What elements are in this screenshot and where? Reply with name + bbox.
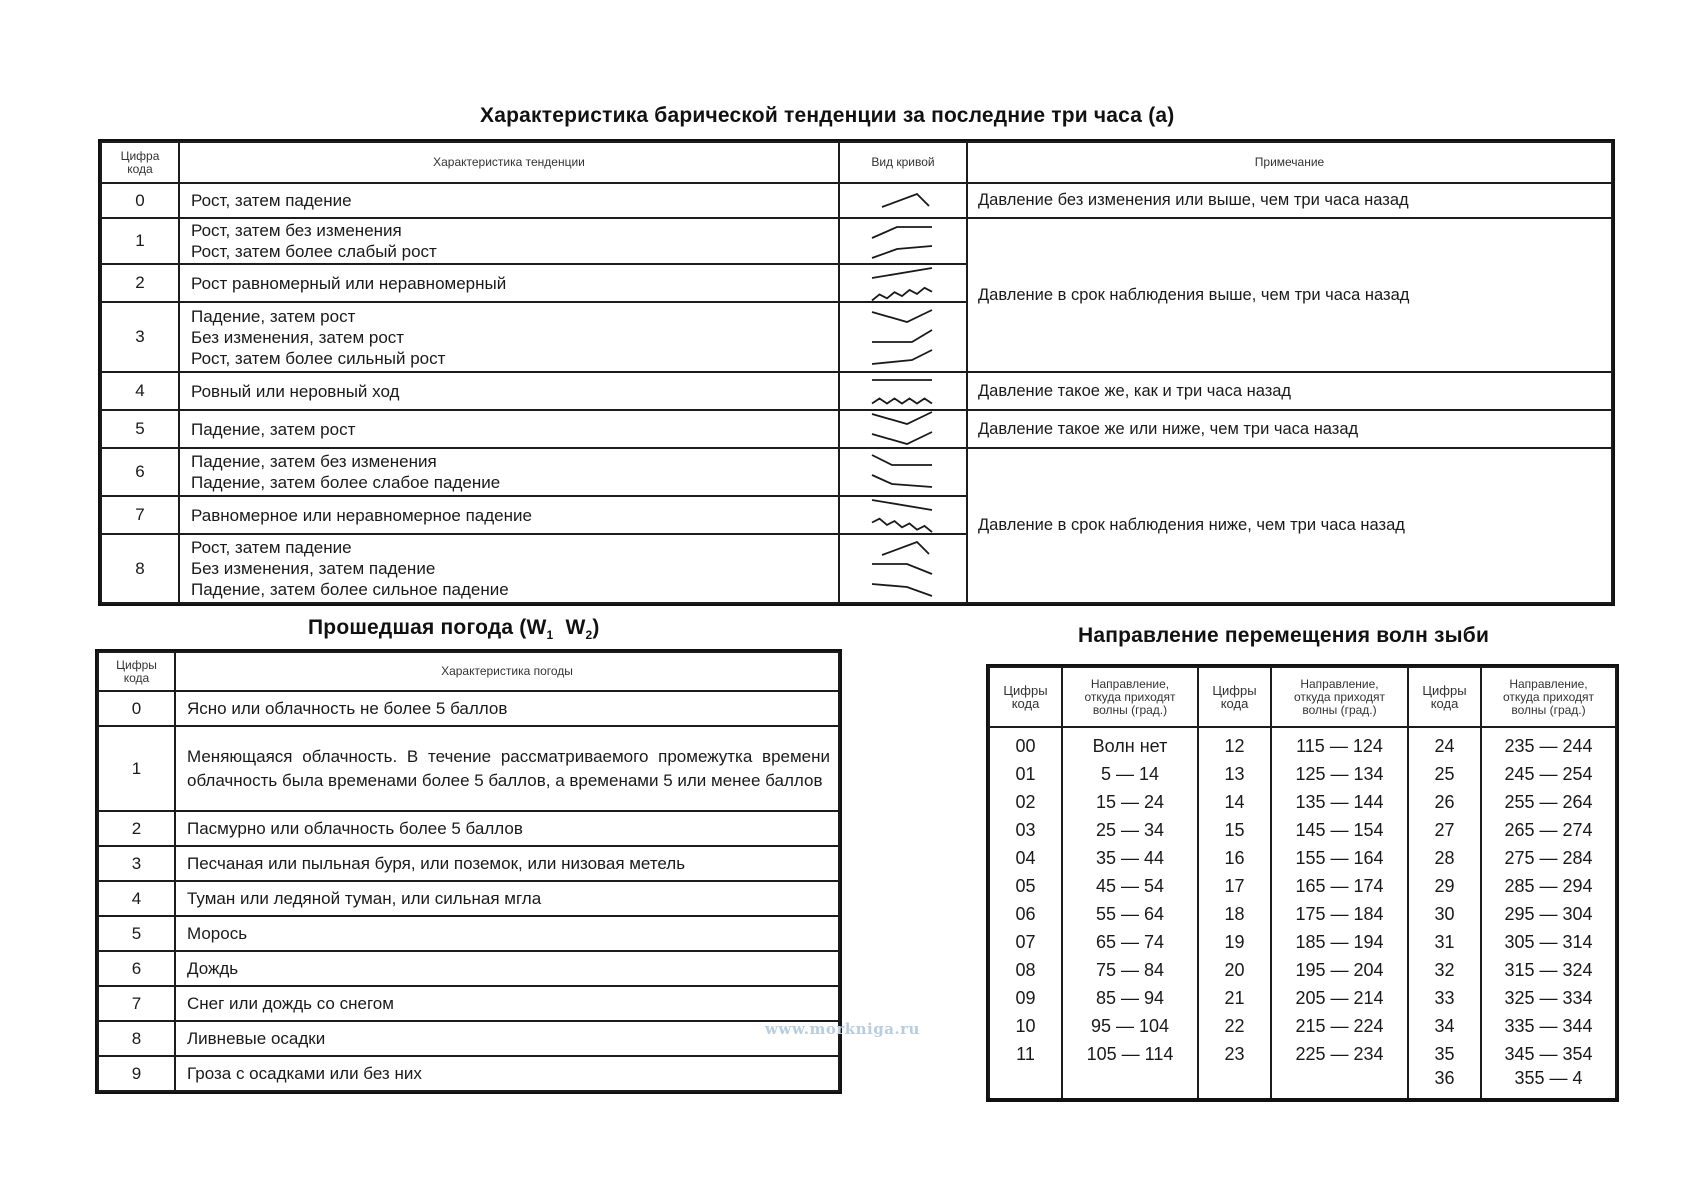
table-row: [989, 928, 1616, 956]
fall-then-rise-curve-icon: [872, 412, 932, 424]
code-cell: 1: [98, 726, 175, 811]
table-row: [989, 956, 1616, 984]
steady-fall-curve-icon: [872, 500, 932, 510]
table-row: [98, 916, 839, 951]
table-row: [98, 691, 839, 726]
code-cell: 7: [101, 496, 179, 534]
direction-cell: 25 — 34: [1062, 816, 1198, 844]
direction-cell: 35 — 44: [1062, 844, 1198, 872]
characteristic-line: Рост, затем падение: [191, 538, 352, 557]
weather-description-cell: Туман или ледяной туман, или сильная мгла: [175, 881, 839, 916]
watermark: www.morkniga.ru: [765, 1020, 920, 1038]
curve-cell: [839, 496, 967, 534]
table-row: [101, 372, 1612, 410]
code-cell: 6: [98, 951, 175, 986]
code-cell: 16: [1198, 844, 1271, 872]
curve-cell: [839, 534, 967, 603]
weather-description-cell: Дождь: [175, 951, 839, 986]
code-cell: 2: [101, 264, 179, 302]
code-cell: [1198, 1068, 1271, 1099]
direction-cell: 225 — 234: [1271, 1040, 1408, 1068]
table-row: [989, 1068, 1616, 1099]
curve-cell: [839, 183, 967, 218]
characteristic-line: Ровный или неровный ход: [191, 381, 400, 401]
characteristic-line: Рост, затем без изменения: [191, 221, 402, 240]
table-row: [989, 844, 1616, 872]
characteristic-line: Рост, затем более сильный рост: [191, 348, 446, 368]
characteristic-line: Падение, затем без изменения: [191, 452, 437, 471]
header-code-line: кода: [1430, 696, 1459, 711]
code-cell: 25: [1408, 760, 1481, 788]
code-cell: 0: [98, 691, 175, 726]
direction-cell: 345 — 354: [1481, 1040, 1616, 1068]
code-cell: 9: [98, 1056, 175, 1091]
header-direction-line: откуда приходят: [1502, 689, 1595, 704]
curve-cell: [839, 302, 967, 372]
direction-cell: 115 — 124: [1271, 727, 1408, 760]
swell-title: Направление перемещения волн зыби: [1078, 624, 1490, 647]
curve-cell: [839, 372, 967, 410]
code-cell: 03: [989, 816, 1062, 844]
fall-then-stronger-fall-curve-icon: [872, 584, 932, 596]
code-cell: 28: [1408, 844, 1481, 872]
fall-then-weaker-fall-curve-icon: [872, 475, 932, 487]
code-cell: 7: [98, 986, 175, 1021]
fall-then-rise-curve-icon: [872, 310, 932, 322]
code-cell: 5: [98, 916, 175, 951]
header-direction: [1271, 667, 1408, 727]
curve-icon: [867, 193, 939, 209]
characteristic-cell: [179, 302, 839, 372]
code-cell: 29: [1408, 872, 1481, 900]
direction-cell: 165 — 174: [1271, 872, 1408, 900]
code-cell: 5: [101, 410, 179, 448]
direction-cell: 205 — 214: [1271, 984, 1408, 1012]
code-cell: 05: [989, 872, 1062, 900]
direction-cell: 125 — 134: [1271, 760, 1408, 788]
weather-description-cell: Пасмурно или облачность более 5 баллов: [175, 811, 839, 846]
direction-cell: [1271, 1068, 1408, 1099]
table-row: [98, 846, 839, 881]
rise-then-steady-curve-icon: [872, 227, 932, 238]
characteristic-line: Падение, затем более сильное падение: [191, 580, 509, 599]
code-cell: 09: [989, 984, 1062, 1012]
code-cell: 14: [1198, 788, 1271, 816]
code-cell: [989, 1068, 1062, 1099]
note-cell: Давление без изменения или выше, чем три часа назад: [967, 183, 1612, 218]
direction-cell: 305 — 314: [1481, 928, 1616, 956]
code-cell: 33: [1408, 984, 1481, 1012]
rise-then-stronger-rise-curve-icon: [872, 350, 932, 364]
unsteady-rise-curve-icon: [872, 288, 932, 301]
table-row: [989, 984, 1616, 1012]
table-row: [989, 727, 1616, 760]
direction-cell: 185 — 194: [1271, 928, 1408, 956]
header-code-line: Цифры: [1422, 683, 1467, 698]
direction-cell: 155 — 164: [1271, 844, 1408, 872]
weather-description-cell: Снег или дождь со снегом: [175, 986, 839, 1021]
code-cell: 31: [1408, 928, 1481, 956]
characteristic-line: Без изменения, затем рост: [191, 327, 405, 347]
direction-cell: 105 — 114: [1062, 1040, 1198, 1068]
code-cell: 17: [1198, 872, 1271, 900]
curve-cell: [839, 218, 967, 264]
header-direction: [1062, 667, 1198, 727]
weather-description-cell: Песчаная или пыльная буря, или поземок, или низовая метель: [175, 846, 839, 881]
code-cell: 12: [1198, 727, 1271, 760]
rise-then-fall-curve-icon: [882, 542, 929, 555]
code-cell: 32: [1408, 956, 1481, 984]
code-cell: 20: [1198, 956, 1271, 984]
table-row: [98, 951, 839, 986]
characteristic-cell: [179, 183, 839, 218]
code-cell: 08: [989, 956, 1062, 984]
code-cell: 26: [1408, 788, 1481, 816]
characteristic-cell: [179, 410, 839, 448]
characteristic-cell: [179, 534, 839, 603]
code-cell: 01: [989, 760, 1062, 788]
characteristic-line: Рост, затем более слабый рост: [191, 242, 437, 261]
table-row: [989, 760, 1616, 788]
header-code-line: Цифра: [120, 148, 160, 163]
characteristic-line: Падение, затем рост: [191, 306, 356, 326]
code-cell: 21: [1198, 984, 1271, 1012]
note-cell: Давление такое же, как и три часа назад: [967, 372, 1612, 410]
code-cell: 4: [98, 881, 175, 916]
note-cell: Давление в срок наблюдения выше, чем три часа назад: [967, 218, 1612, 372]
code-cell: 0: [101, 183, 179, 218]
past-weather-title: [308, 616, 600, 642]
header-code: [1408, 667, 1481, 727]
table-row: [98, 811, 839, 846]
past-weather-title-text: Прошедшая погода (W: [308, 616, 547, 639]
direction-cell: 55 — 64: [1062, 900, 1198, 928]
direction-cell: 5 — 14: [1062, 760, 1198, 788]
unsteady-fall-curve-icon: [872, 519, 932, 532]
code-cell: 04: [989, 844, 1062, 872]
fall-then-rise-curve-icon: [872, 432, 932, 444]
subscript-2: 2: [585, 628, 593, 643]
header-code-line: кода: [1011, 696, 1040, 711]
table-header-row: [989, 667, 1616, 727]
pressure-tendency-table: [100, 141, 1613, 604]
characteristic-line: Рост равномерный или неравномерный: [191, 273, 507, 293]
characteristic-line: Равномерное или неравномерное падение: [191, 505, 532, 525]
direction-cell: 85 — 94: [1062, 984, 1198, 1012]
direction-cell: 195 — 204: [1271, 956, 1408, 984]
characteristic-cell: [179, 448, 839, 496]
characteristic-cell: [179, 496, 839, 534]
code-cell: 2: [98, 811, 175, 846]
characteristic-line: Падение, затем рост: [191, 419, 356, 439]
characteristic-line: Рост, затем падение: [191, 191, 352, 210]
characteristic-line: Падение, затем более слабое падение: [191, 473, 501, 492]
direction-cell: 335 — 344: [1481, 1012, 1616, 1040]
code-cell: 4: [101, 372, 179, 410]
curve-cell: [839, 264, 967, 302]
header-direction-line: Направление,: [1300, 676, 1379, 691]
code-cell: 13: [1198, 760, 1271, 788]
curve-icon: [867, 411, 939, 447]
code-cell: 1: [101, 218, 179, 264]
direction-cell: Волн нет: [1062, 727, 1198, 760]
weather-description-cell: Меняющаяся облачность. В течение рассматриваемого промежутка времени облачность была временами более 5 баллов, а временами 5 или менее баллов: [175, 726, 839, 811]
header-code: [1198, 667, 1271, 727]
curve-icon: [867, 454, 939, 490]
header-characteristic: Характеристика погоды: [175, 652, 839, 691]
code-cell: 27: [1408, 816, 1481, 844]
table-row: [98, 986, 839, 1021]
header-direction-line: волны (град.): [1511, 702, 1586, 717]
header-direction-line: откуда приходят: [1084, 689, 1176, 704]
characteristic-cell: [179, 218, 839, 264]
header-characteristic: Характеристика тенденции: [179, 142, 839, 183]
header-code: [101, 142, 179, 183]
curve-cell: [839, 448, 967, 496]
code-cell: 00: [989, 727, 1062, 760]
code-cell: 06: [989, 900, 1062, 928]
tendency-title: Характеристика барической тенденции за последние три часа (a): [480, 104, 1175, 127]
table-row: [989, 1040, 1616, 1068]
rise-then-fall-curve-icon: [882, 194, 929, 207]
weather-description-cell: Гроза с осадками или без них: [175, 1056, 839, 1091]
header-note: Примечание: [967, 142, 1612, 183]
code-cell: 23: [1198, 1040, 1271, 1068]
steady-then-fall-curve-icon: [872, 564, 932, 574]
weather-description-cell: Ясно или облачность не более 5 баллов: [175, 691, 839, 726]
code-cell: 11: [989, 1040, 1062, 1068]
code-cell: 02: [989, 788, 1062, 816]
table-row: [98, 726, 839, 811]
direction-cell: 15 — 24: [1062, 788, 1198, 816]
curve-icon: [867, 541, 939, 597]
header-direction-line: Направление,: [1090, 676, 1170, 691]
header-direction-line: откуда приходят: [1293, 689, 1386, 704]
weather-description-cell: Морось: [175, 916, 839, 951]
header-code-line: кода: [1220, 696, 1249, 711]
header-direction: [1481, 667, 1616, 727]
table-row: [989, 788, 1616, 816]
unsteady-curve-icon: [872, 399, 932, 404]
header-direction-line: волны (град.): [1092, 702, 1168, 717]
note-cell: Давление такое же или ниже, чем три часа назад: [967, 410, 1612, 448]
code-cell: 34: [1408, 1012, 1481, 1040]
direction-cell: 285 — 294: [1481, 872, 1616, 900]
direction-cell: 255 — 264: [1481, 788, 1616, 816]
steady-rise-curve-icon: [872, 268, 932, 278]
past-weather-title-close: ): [592, 616, 600, 639]
code-cell: 8: [101, 534, 179, 603]
direction-cell: 355 — 4: [1481, 1068, 1616, 1099]
characteristic-cell: [179, 372, 839, 410]
steady-then-rise-curve-icon: [872, 330, 932, 342]
direction-cell: 275 — 284: [1481, 844, 1616, 872]
header-direction-line: Направление,: [1509, 676, 1588, 691]
table-row: [101, 183, 1612, 218]
note-cell: Давление в срок наблюдения ниже, чем три часа назад: [967, 448, 1612, 603]
curve-icon: [867, 265, 939, 301]
header-direction-line: волны (град.): [1302, 702, 1377, 717]
past-weather-title-w2: W: [565, 616, 586, 639]
curve-cell: [839, 410, 967, 448]
table-row: [989, 1012, 1616, 1040]
direction-cell: 65 — 74: [1062, 928, 1198, 956]
curve-icon: [867, 373, 939, 409]
subscript-1: 1: [546, 628, 554, 643]
direction-cell: 75 — 84: [1062, 956, 1198, 984]
header-code-line: Цифры: [116, 657, 157, 672]
code-cell: 07: [989, 928, 1062, 956]
table-header-row: [98, 652, 839, 691]
direction-cell: 135 — 144: [1271, 788, 1408, 816]
swell-direction-table: [988, 666, 1617, 1100]
direction-cell: 265 — 274: [1481, 816, 1616, 844]
code-cell: 10: [989, 1012, 1062, 1040]
direction-cell: 175 — 184: [1271, 900, 1408, 928]
code-cell: 8: [98, 1021, 175, 1056]
code-cell: 22: [1198, 1012, 1271, 1040]
code-cell: 35: [1408, 1040, 1481, 1068]
table-row: [989, 816, 1616, 844]
table-row: [98, 881, 839, 916]
direction-cell: 235 — 244: [1481, 727, 1616, 760]
code-cell: 6: [101, 448, 179, 496]
fall-then-steady-curve-icon: [872, 455, 932, 465]
header-code: [989, 667, 1062, 727]
direction-cell: 315 — 324: [1481, 956, 1616, 984]
curve-icon: [867, 223, 939, 259]
table-row: [101, 218, 1612, 264]
code-cell: 19: [1198, 928, 1271, 956]
direction-cell: 215 — 224: [1271, 1012, 1408, 1040]
table-row: [98, 1056, 839, 1091]
code-cell: 3: [98, 846, 175, 881]
header-code: [98, 652, 175, 691]
direction-cell: 95 — 104: [1062, 1012, 1198, 1040]
curve-icon: [867, 309, 939, 365]
code-cell: 36: [1408, 1068, 1481, 1099]
curve-icon: [867, 497, 939, 533]
direction-cell: 145 — 154: [1271, 816, 1408, 844]
direction-cell: 295 — 304: [1481, 900, 1616, 928]
header-curve: Вид кривой: [839, 142, 967, 183]
characteristic-cell: [179, 264, 839, 302]
table-row: [989, 872, 1616, 900]
past-weather-table: [97, 651, 840, 1092]
rise-then-weaker-rise-curve-icon: [872, 246, 932, 258]
table-row: [101, 410, 1612, 448]
table-header-row: [101, 142, 1612, 183]
code-cell: 15: [1198, 816, 1271, 844]
header-code-line: кода: [123, 670, 150, 685]
code-cell: 30: [1408, 900, 1481, 928]
table-row: [98, 1021, 839, 1056]
code-cell: 18: [1198, 900, 1271, 928]
weather-description-cell: Ливневые осадки: [175, 1021, 839, 1056]
code-cell: 3: [101, 302, 179, 372]
direction-cell: [1062, 1068, 1198, 1099]
direction-cell: 45 — 54: [1062, 872, 1198, 900]
direction-cell: 245 — 254: [1481, 760, 1616, 788]
code-cell: 24: [1408, 727, 1481, 760]
characteristic-line: Без изменения, затем падение: [191, 559, 436, 578]
table-row: [989, 900, 1616, 928]
header-code-line: Цифры: [1212, 683, 1257, 698]
header-code-line: кода: [127, 161, 153, 176]
header-code-line: Цифры: [1003, 683, 1048, 698]
table-row: [101, 448, 1612, 496]
direction-cell: 325 — 334: [1481, 984, 1616, 1012]
